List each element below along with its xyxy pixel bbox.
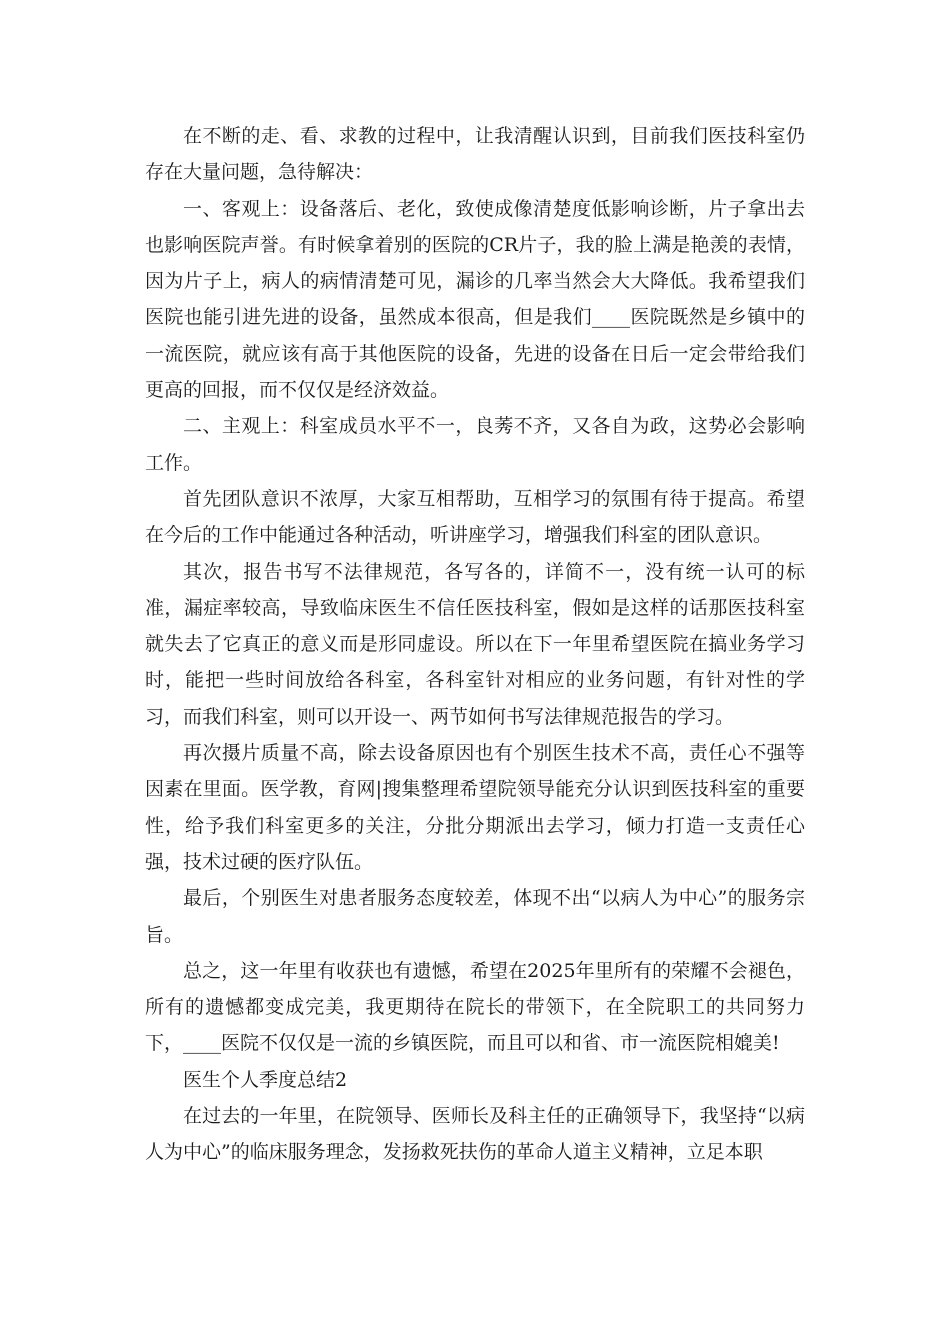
paragraph: 首先团队意识不浓厚，大家互相帮助，互相学习的氛围有待于提高。希望在今后的工作中能通过各种活动，听讲座学习，增强我们科室的团队意识。 <box>145 487 805 547</box>
paragraph: 在不断的走、看、求教的过程中，让我清醒认识到，目前我们医技科室仍存在大量问题，急待解决： <box>145 125 805 184</box>
paragraph: 二、主观上：科室成员水平不一，良莠不齐，又各自为政，这势必会影响工作。 <box>145 415 805 474</box>
document-body <box>145 118 805 1171</box>
section-heading: 医生个人季度总结2 <box>183 1068 348 1091</box>
paragraph: 最后，个别医生对患者服务态度较差，体现不出“以病人为中心”的服务宗旨。 <box>145 887 805 946</box>
paragraph: 其次，报告书写不法律规范，各写各的，详简不一，没有统一认可的标准，漏症率较高，导致临床医生不信任医技科室，假如是这样的话那医技科室就失去了它真正的意义而是形同虚设。所以在下一年里希望医院在搞业务学习时，能把一些时间放给各科室，各科室针对相应的业务问题，有针对性的学习，而我们科室，则可以开设一、两节如何书写法律规范报告的学习。 <box>145 560 805 728</box>
paragraph: 一、客观上：设备落后、老化，致使成像清楚度低影响诊断，片子拿出去也影响医院声誉。有时候拿着别的医院的CR片子，我的脸上满是艳羡的表情，因为片子上，病人的病情清楚可见，漏诊的几率当然会大大降低。我希望我们医院也能引进先进的设备，虽然成本很高，但是我们____医院既然是乡镇中的一流医院，就应该有高于其他医院的设备，先进的设备在日后一定会带给我们更高的回报，而不仅仅是经济效益。 <box>145 197 805 402</box>
paragraph: 在过去的一年里，在院领导、医师长及科主任的正确领导下，我坚持“以病人为中心”的临床服务理念，发扬救死扶伤的革命人道主义精神，立足本职 <box>145 1105 805 1164</box>
paragraph: 再次摄片质量不高，除去设备原因也有个别医生技术不高，责任心不强等因素在里面。医学教，育网|搜集整理希望院领导能充分认识到医技科室的重要性，给予我们科室更多的关注，分批分期派出去学习，倾力打造一支责任心强，技术过硬的医疗队伍。 <box>145 742 805 873</box>
paragraph: 总之，这一年里有收获也有遗憾，希望在2025年里所有的荣耀不会褪色，所有的遗憾都变成完美，我更期待在院长的带领下，在全院职工的共同努力下，____医院不仅仅是一流的乡镇医院，而且可以和省、市一流医院相媲美! <box>145 959 805 1055</box>
